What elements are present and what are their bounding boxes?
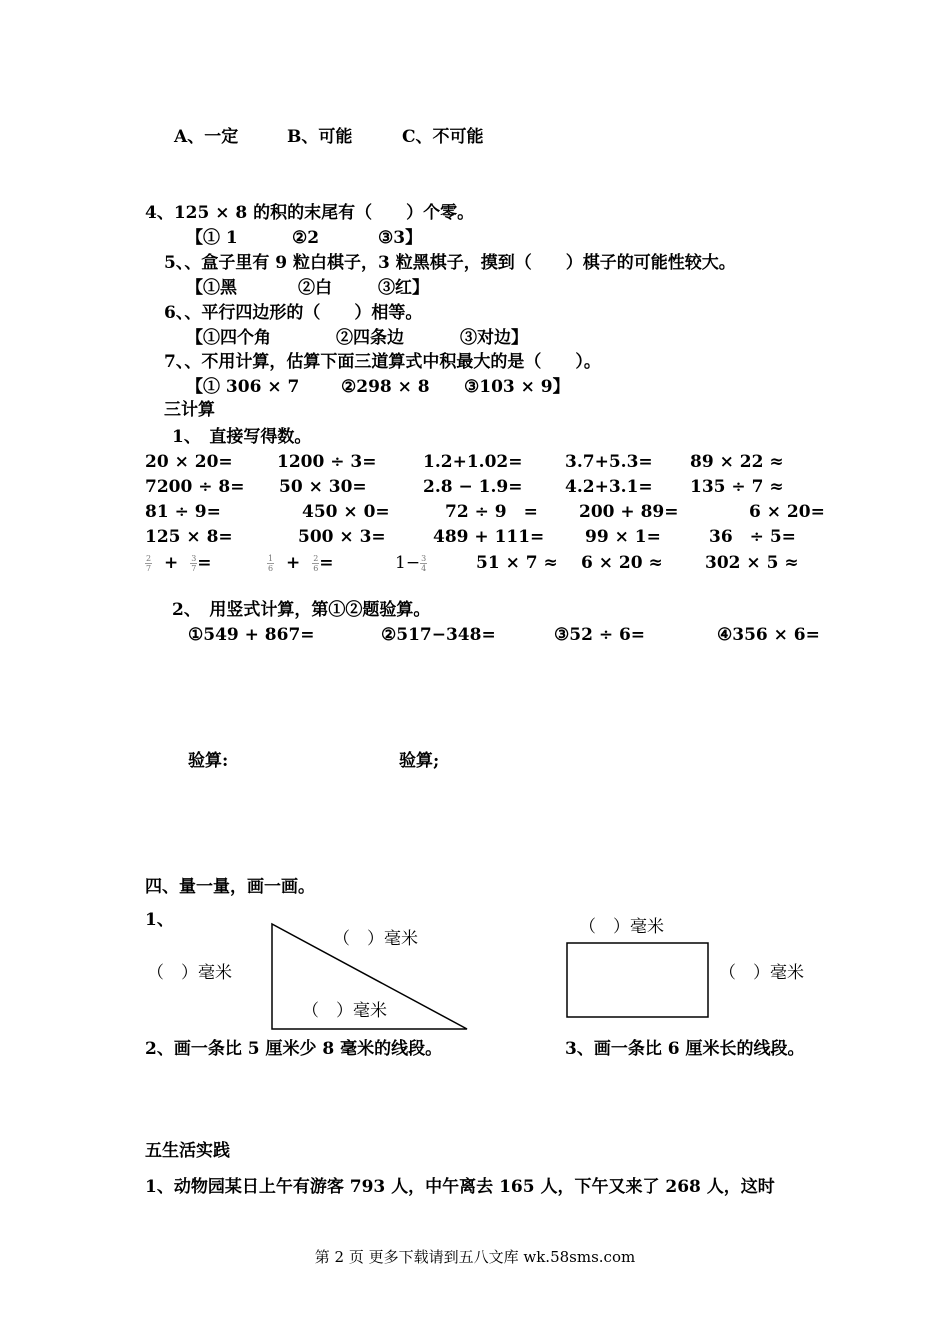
calc-cell: 2.8 − 1.9= [423,477,523,497]
calc-cell: 50 × 30= [279,477,367,497]
calc-cell: 302 × 5 ≈ [705,553,799,573]
section-4-title: 四、量一量，画一画。 [145,877,315,897]
section-5-title: 五生活实践 [145,1141,230,1161]
check-label-1: 验算: [188,751,229,771]
triangle-hypotenuse-label: （ ）毫米 [333,929,418,949]
section-4-q3: 3、画一条比 6 厘米长的线段。 [565,1039,805,1059]
calc-cell: 51 × 7 ≈ [476,553,558,573]
q6-option-1: 【①四个角 [186,328,271,348]
rectangle [567,943,708,1017]
calc-cell: 125 × 8= [145,527,233,547]
vertical-calc-1: ①549 + 867= [188,625,315,645]
rectangle-right-label: （ ）毫米 [719,963,804,983]
q6-option-2: ②四条边 [336,328,404,348]
q7-option-2: ②298 × 8 [341,377,430,397]
calc-cell: 6 × 20= [749,502,825,522]
section-4-q2: 2、画一条比 5 厘米少 8 毫米的线段。 [145,1039,443,1059]
section-5-q1: 1、动物园某日上午有游客 793 人，中午离去 165 人，下午又来了 268 人，这时 [145,1177,775,1197]
question-5: 5、、盒子里有 9 粒白棋子，3 粒黑棋子，摸到（ ）棋子的可能性较大。 [164,253,736,273]
q5-option-1: 【①黑 [186,278,237,298]
q4-option-3: ③3】 [378,228,423,248]
calc-cell: 89 × 22 ≈ [690,452,784,472]
fraction: $\frac{3}{7}$ [191,554,197,573]
q7-option-3: ③103 × 9】 [464,377,570,397]
triangle-bottom-label: （ ）毫米 [302,1001,387,1021]
q4-option-1: 【① 1 [186,228,238,248]
calc-cell: 500 × 3= [298,527,386,547]
q7-option-1: 【① 306 × 7 [186,377,300,397]
calc-cell: 72 ÷ 9 = [445,502,538,522]
fraction-sum-1: $\frac{2}{7}$ + $\frac{3}{7}$ = [146,553,212,573]
question-6: 6、、平行四边形的（ ）相等。 [164,303,423,323]
calc-cell: 81 ÷ 9= [145,502,221,522]
choice-a: A、一定 [174,127,239,147]
calc-cell: 1.2+1.02= [423,452,523,472]
question-4: 4、125 × 8 的积的末尾有（ ）个零。 [145,203,475,223]
calc-cell: 4.2+3.1= [565,477,653,497]
calc-cell: 489 + 111= [433,527,545,547]
section-3-title: 三计算 [164,400,215,420]
q5-option-3: ③红】 [378,278,429,298]
calc-cell: 200 + 89= [579,502,679,522]
section-3-sub2: 2、 用竖式计算，第①②题验算。 [172,600,431,620]
calc-cell: 20 × 20= [145,452,233,472]
question-7: 7、、不用计算，估算下面三道算式中积最大的是（ ）。 [164,352,601,372]
rectangle-top-label: （ ）毫米 [579,917,664,937]
vertical-calc-2: ②517−348= [381,625,496,645]
q6-option-3: ③对边】 [460,328,528,348]
q4-option-2: ②2 [292,228,320,248]
fraction: $\frac{2}{7}$ [146,554,152,573]
choice-c: C、不可能 [402,127,484,147]
calc-cell: 135 ÷ 7 ≈ [690,477,784,497]
calc-cell: 99 × 1= [585,527,661,547]
calc-cell: 3.7+5.3= [565,452,653,472]
calc-cell: 6 × 20 ≈ [581,553,663,573]
fraction: $\frac{2}{6}$ [313,554,319,573]
fraction: $\frac{3}{4}$ [421,554,427,573]
calc-cell: 1200 ÷ 3= [277,452,377,472]
triangle-left-label: （ ）毫米 [147,963,232,983]
check-label-2: 验算; [399,751,440,771]
section-3-sub1: 1、 直接写得数。 [172,427,312,447]
calc-cell: 450 × 0= [302,502,390,522]
q5-option-2: ②白 [298,278,332,298]
page-footer: 第 2 页 更多下载请到五八文库 wk.58sms.com [314,1248,636,1266]
calc-cell: 36 ÷ 5= [709,527,796,547]
choice-b: B、可能 [287,127,353,147]
section-4-q1: 1、 [145,910,174,930]
fraction-sum-2: $\frac{1}{6}$ + $\frac{2}{6}$ = [268,553,334,573]
calc-cell: 7200 ÷ 8= [145,477,245,497]
one-minus-fraction: 1− $\frac{3}{4}$ [395,553,427,573]
vertical-calc-4: ④356 × 6= [717,625,820,645]
fraction: $\frac{1}{6}$ [268,554,274,573]
vertical-calc-3: ③52 ÷ 6= [554,625,646,645]
